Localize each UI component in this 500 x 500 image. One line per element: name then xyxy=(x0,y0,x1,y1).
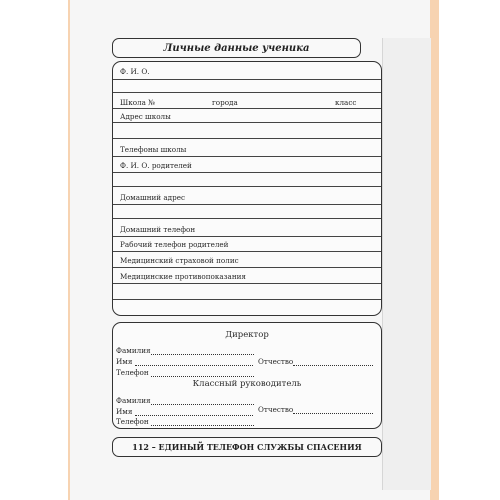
teacher-surname-label: Фамилия xyxy=(116,396,151,405)
field-label-school-phones: Телефоны школы xyxy=(120,145,187,154)
field-label-home-address: Домашний адрес xyxy=(120,193,185,202)
director-patronymic-label: Отчество xyxy=(258,357,294,366)
field-line-home-phone[interactable] xyxy=(113,236,381,237)
teacher-name-label: Имя xyxy=(116,407,133,416)
field-label-fio: Ф. И. О. xyxy=(120,67,150,76)
field-line-school[interactable] xyxy=(113,108,381,109)
student-data-form xyxy=(112,61,382,316)
teacher-phone-field[interactable] xyxy=(151,425,254,426)
section-title: Личные данные ученика xyxy=(112,38,361,58)
field-line-contraindications[interactable] xyxy=(113,283,381,284)
field-line-fio-2[interactable] xyxy=(113,92,381,93)
contacts-panel xyxy=(112,322,382,429)
field-label-school: Школа № xyxy=(120,98,155,107)
field-line-fio[interactable] xyxy=(113,79,381,80)
teacher-name-field[interactable] xyxy=(135,415,253,416)
director-name-field[interactable] xyxy=(135,365,253,366)
director-name-label: Имя xyxy=(116,357,133,366)
field-label-contraindications: Медицинские противопоказания xyxy=(120,272,246,281)
field-line-home-address[interactable] xyxy=(113,204,381,205)
field-line-home-address-2[interactable] xyxy=(113,218,381,219)
field-label-parents-work-phone: Рабочий телефон родителей xyxy=(120,240,229,249)
field-label-parents-fio: Ф. И. О. родителей xyxy=(120,161,192,170)
director-surname-field[interactable] xyxy=(151,354,254,355)
field-line-school-phones[interactable] xyxy=(113,156,381,157)
director-patronymic-field[interactable] xyxy=(293,365,373,366)
field-label-home-phone: Домашний телефон xyxy=(120,225,196,234)
field-label-school-address: Адрес школы xyxy=(120,112,171,121)
field-label-city: города xyxy=(212,98,238,107)
field-line-insurance[interactable] xyxy=(113,267,381,268)
teacher-patronymic-label: Отчество xyxy=(258,405,294,414)
director-phone-field[interactable] xyxy=(151,376,254,377)
underlying-page xyxy=(382,38,431,490)
field-line-parents-fio[interactable] xyxy=(113,172,381,173)
field-line-school-address[interactable] xyxy=(113,122,381,123)
director-surname-label: Фамилия xyxy=(116,346,151,355)
director-phone-label: Телефон xyxy=(116,368,149,377)
field-label-class: класс xyxy=(335,98,357,107)
teacher-phone-label: Телефон xyxy=(116,417,149,426)
class-teacher-heading: Классный руководитель xyxy=(192,379,302,389)
field-line-school-address-2[interactable] xyxy=(113,138,381,139)
field-line-parents-fio-2[interactable] xyxy=(113,186,381,187)
teacher-patronymic-field[interactable] xyxy=(293,413,373,414)
emergency-number-banner: 112 – ЕДИНЫЙ ТЕЛЕФОН СЛУЖБЫ СПАСЕНИЯ xyxy=(112,437,382,457)
director-heading: Директор xyxy=(225,330,269,340)
field-line-parents-work-phone[interactable] xyxy=(113,251,381,252)
teacher-surname-field[interactable] xyxy=(151,404,254,405)
field-label-insurance: Медицинский страховой полис xyxy=(120,256,239,265)
field-line-contraindications-2[interactable] xyxy=(113,299,381,300)
